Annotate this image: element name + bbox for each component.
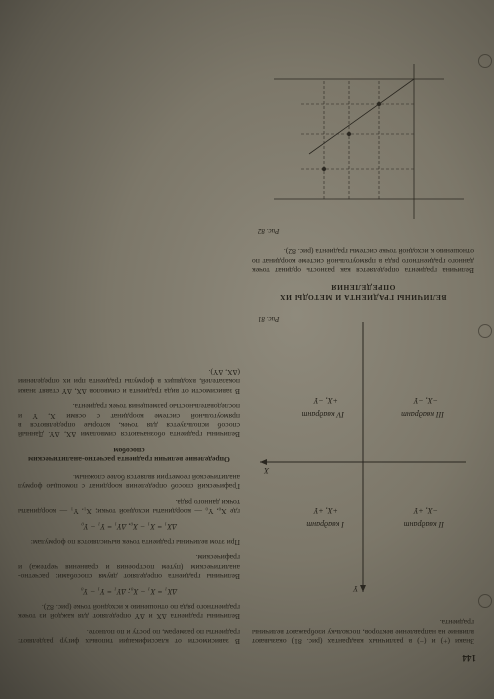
- quadrant-4-signs: +X, −Y: [313, 395, 338, 405]
- intro-paragraph: Знаки (+) и (−) в различных квадрантах (рис. 81) оказывают влияние на направление векторов, поскольку изображают величины градиента.: [252, 618, 474, 646]
- right-paragraph-3: Графический способ определения координат с помощью формул аналитической геометрии является более сложным.: [18, 472, 240, 492]
- binding-hole-1: [478, 594, 492, 608]
- figure-81: [252, 312, 474, 612]
- binding-hole-3: [478, 54, 492, 68]
- section-title: ВЕЛИЧИНЫ ГРАДИЕНТА И МЕТОДЫ ИХ ОПРЕДЕЛЕНИЯ: [279, 283, 447, 302]
- section-subtitle: Определение величин градиента расчетно-аналитическим способом: [28, 445, 230, 465]
- figure-82: [252, 39, 474, 239]
- book-page: [8, 8, 486, 668]
- figure-81-caption: Рис. 81: [258, 315, 280, 324]
- quadrant-4-title: IV квадрант: [301, 409, 344, 419]
- right-paragraph-5: где X₀, Y₀ — координаты исходной точки; X₁, Y₁ — координаты точки данного ряда.: [18, 497, 240, 516]
- figure-82-caption: Рис. 82: [258, 226, 280, 235]
- left-paragraph-1: Величина градиента определяется как разность ординат точек данного градиентного ряда в прямоугольной системе координат по отношению к исходной точке системы градиента (рис. 82).: [252, 247, 474, 275]
- right-paragraph-4: При этом величины градиента точек вычисляются по формулам:: [30, 537, 240, 547]
- quadrant-2-title: II квадрант: [403, 519, 444, 529]
- y-axis-arrow: [360, 585, 366, 592]
- quadrant-3-signs: −X, −Y: [413, 395, 438, 405]
- right-paragraph-1: В зависимости от вида градиента и символов ΔX, ΔY ставят знаки показателей, входящих в формулы градиента при их определении (ΔX, ΔY).: [18, 368, 240, 396]
- left-column: [252, 16, 474, 646]
- quadrant-3-title: III квадрант: [401, 409, 444, 419]
- right-paragraph-2: Величины градиента обозначаются символами ΔX, ΔY. Данный способ используется для точек, которые определяются в прямоугольной системе координат с осями X, Y и последовательностью размещения точек градиента.: [18, 402, 240, 440]
- x-axis-arrow: [260, 459, 267, 465]
- quadrant-2-signs: −X, +Y: [413, 505, 438, 515]
- quadrant-1-signs: +X, +Y: [313, 505, 338, 515]
- formula-2: ΔX₁ = X₁ − X₀; ΔY₁ = Y₁ − Y₀: [80, 587, 178, 597]
- quadrant-diagram: [252, 312, 474, 612]
- point-1: [377, 102, 381, 106]
- right-paragraph-8: В зависимости от классификации типовых фигур разделяют: градиенты по размерам, по росту и по полноте.: [18, 627, 240, 646]
- right-column: [18, 16, 240, 646]
- right-paragraph-7: Величины градиента ΔX и ΔY определяют для каждой из точек градиентного ряда по отношению к исходной точке (рис. 82).: [18, 602, 240, 622]
- x-axis-label: X: [264, 465, 269, 475]
- point-2: [347, 132, 351, 136]
- binding-hole-2: [478, 324, 492, 338]
- formula-1: ΔX₁ = X₁ − X₀, ΔY₁ = Y₁ − Y₀: [81, 522, 177, 532]
- right-paragraph-6: Величины градиента определяют двумя способами: расчетно-аналитическим (путем построения и сравнения чертежа) и графическим.: [18, 553, 240, 581]
- quadrant-1-title: I квадрант: [306, 519, 344, 529]
- diagonal-line: [309, 79, 414, 154]
- point-3: [322, 167, 326, 171]
- page-header: [18, 650, 476, 662]
- y-axis-label: Y: [353, 583, 358, 593]
- gradient-diagram: [252, 39, 474, 239]
- page-number: 144: [462, 653, 476, 663]
